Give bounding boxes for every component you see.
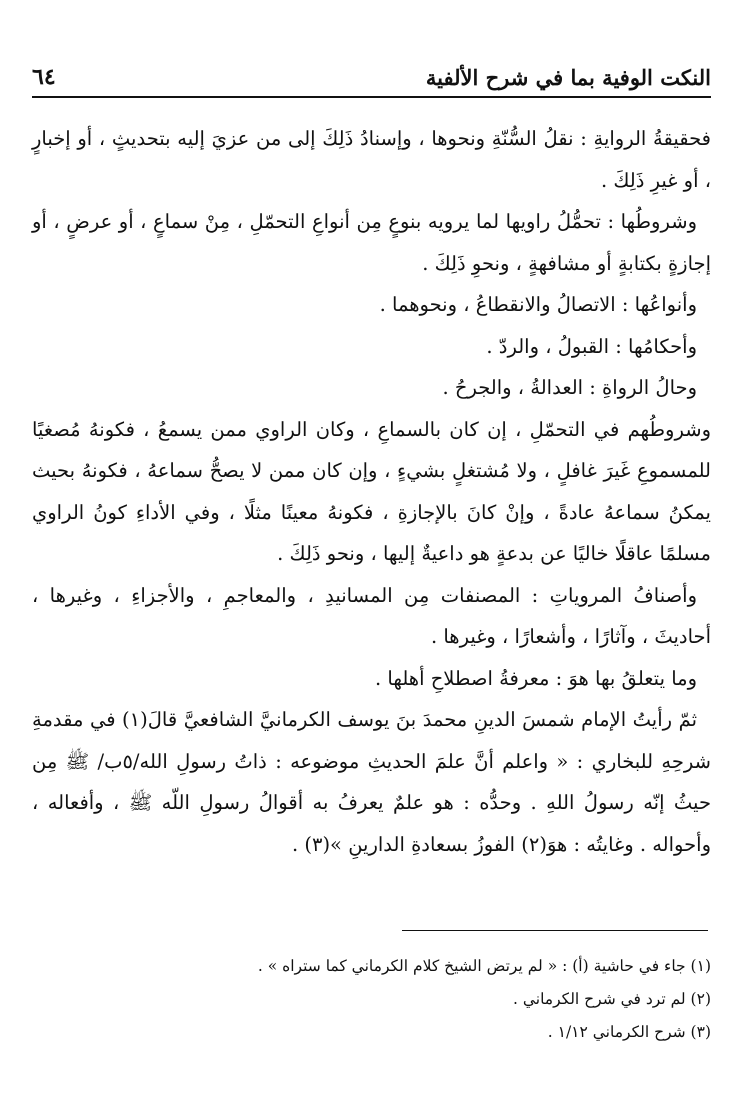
running-header xyxy=(32,58,711,98)
paragraph: وأحكامُها : القبولُ ، والردّ . xyxy=(486,334,697,358)
paragraph: وشروطُها : تحمُّلُ راويها لما يرويه بنوعٍ مِن أنواعِ التحمّلِ ، مِنْ سماعٍ ، أو عرضٍ ، أو إجازةٍ بكتابةٍ أو مشافهةٍ ، ونحوِ ذَلِكَ . xyxy=(32,210,711,275)
paragraph: وما يتعلقُ بها هوَ : معرفةُ اصطلاحِ أهلها . xyxy=(375,666,697,690)
running-title: النكت الوفية بما في شرح الألفية xyxy=(425,65,711,90)
footnote-divider xyxy=(402,930,708,931)
footnotes xyxy=(32,950,711,1049)
footnote: (١) جاء في حاشية (أ) : « لم يرتض الشيخ كلام الكرماني كما ستراه » . xyxy=(257,957,711,975)
paragraph: ثمّ رأيتُ الإمام شمسَ الدينِ محمدَ بنَ يوسف الكرمانيَّ الشافعيَّ قالَ(١) في مقدمةِ شرحِهِ للبخاري : « واعلم أنَّ علمَ الحديثِ موضوعه : ذاتُ رسولِ الله/٥ب/ ﷺ مِن حيثُ إنّه رسولُ اللهِ . وحدُّه : هو علمٌ يعرفُ به أقوالُ رسولِ اللّه ﷺ ، وأفعاله ، وأحواله . وغايتُه : هوَ(٢) الفوزُ بسعادةِ الدارينِ »(٣) . xyxy=(32,708,711,856)
main-text xyxy=(32,118,711,865)
footnote: (٣) شرح الكرماني ١/١٢ . xyxy=(547,1023,711,1041)
paragraph: وأصنافُ المروياتِ : المصنفات مِن المسانيدِ ، والمعاجمِ ، والأجزاءِ ، وغيرها ، أحاديثَ ، وآثارًا ، وأشعارًا ، وغيرها . xyxy=(32,583,711,648)
paragraph: فحقيقةُ الروايةِ : نقلُ السُّنّةِ ونحوها ، وإسنادُ ذَلِكَ إلى من عزيَ إليه بتحديثٍ ، أو إخبارٍ ، أو غيرِ ذَلِكَ . xyxy=(32,127,711,192)
paragraph: وشروطُهم في التحمّلِ ، إن كان بالسماعِ ، وكان الراوي ممن يسمعُ ، فكونهُ مُصغيًا للمسموعِ غَيرَ غافلٍ ، ولا مُشتغلٍ بشيءٍ ، وإن كان ممن لا يصحُّ سماعهُ ، فكونهُ بحيث يمكنُ سماعهُ عادةً ، وإنْ كانَ بالإجازةِ ، فكونهُ معينًا مثلًا ، وفي الأداءِ كونُ الراوي مسلمًا عاقلًا خاليًا عن بدعةٍ هو داعيةٌ إليها ، ونحو ذَلِكَ . xyxy=(32,417,711,565)
paragraph: وأنواعُها : الاتصالُ والانقطاعُ ، ونحوهما . xyxy=(379,293,697,316)
page-number: ٦٤ xyxy=(32,64,56,90)
paragraph: وحالُ الرواةِ : العدالةُ ، والجرحُ . xyxy=(442,376,697,399)
footnote: (٢) لم ترد في شرح الكرماني . xyxy=(512,990,711,1008)
